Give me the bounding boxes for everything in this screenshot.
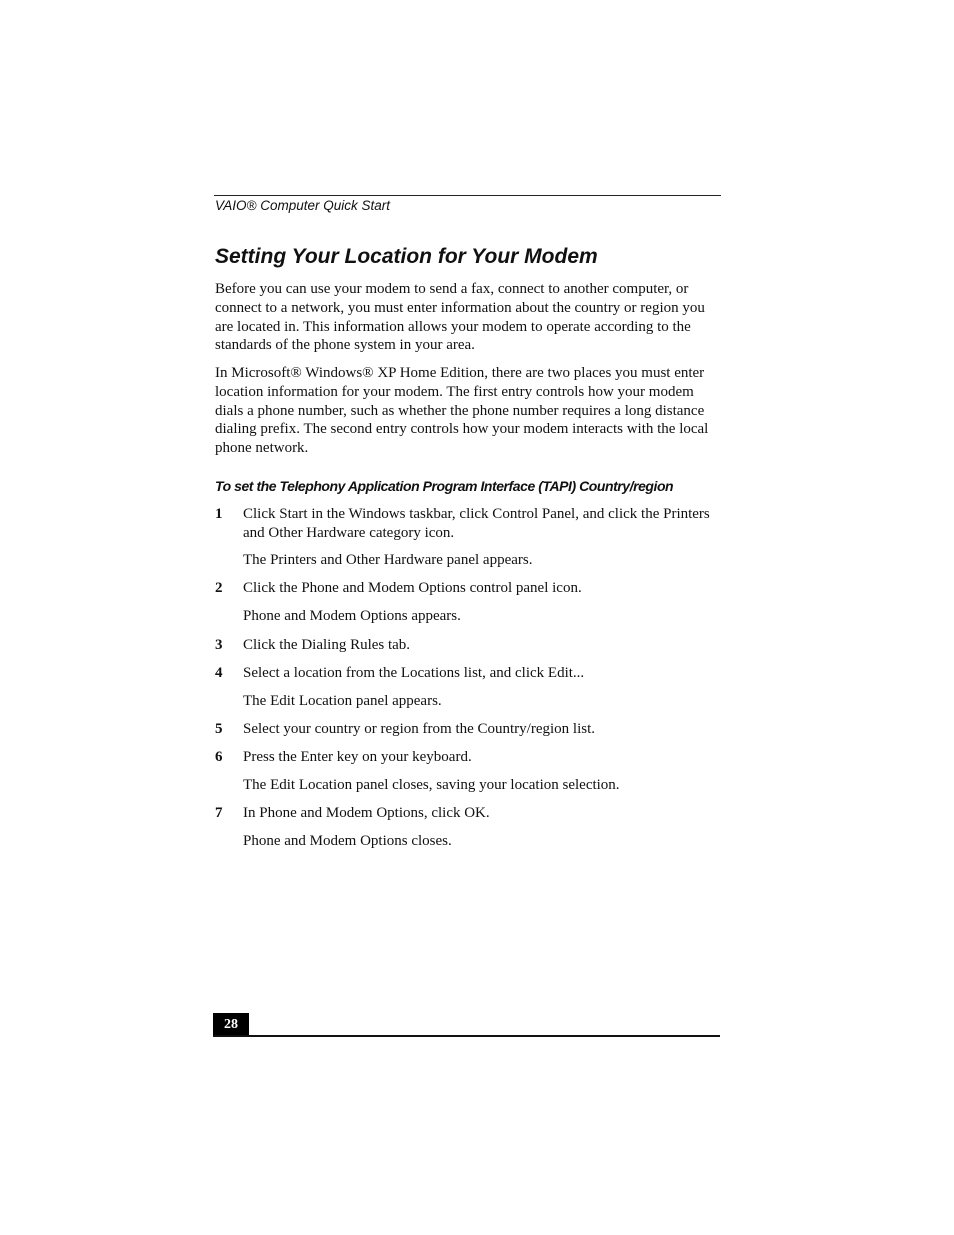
step-text: Click the Phone and Modem Options control panel icon. — [243, 580, 582, 596]
windows-xp-paragraph: In Microsoft® Windows® XP Home Edition, there are two places you must enter location information for your modem. The first entry controls how your modem dials a phone number, such as whether the phone number requires a long distance dialing prefix. The second entry controls how your modem interacts with the local phone network. — [215, 365, 709, 457]
step-result: The Edit Location panel appears. — [243, 693, 442, 709]
step-text: Click Start in the Windows taskbar, click Control Panel, and click the Printers and Other Hardware category icon. — [243, 506, 710, 541]
step-text: Press the Enter key on your keyboard. — [243, 749, 472, 765]
step-text: Click the Dialing Rules tab. — [243, 637, 411, 653]
step-text: In Phone and Modem Options, click OK. — [243, 805, 490, 821]
step-text: Select your country or region from the Country/region list. — [243, 721, 596, 737]
header-rule — [214, 195, 721, 196]
page-number: 28 — [213, 1013, 249, 1036]
step-number: 5 — [215, 721, 223, 737]
step-result: The Printers and Other Hardware panel appears. — [243, 552, 533, 568]
step-text: Select a location from the Locations list, and click Edit... — [243, 665, 585, 681]
running-header: VAIO® Computer Quick Start — [215, 198, 391, 213]
step-number: 6 — [215, 749, 223, 765]
step-result: Phone and Modem Options closes. — [243, 833, 452, 849]
step-result: The Edit Location panel closes, saving your location selection. — [243, 777, 620, 793]
step-number: 3 — [215, 637, 223, 653]
step-number: 4 — [215, 665, 223, 681]
footer-rule — [213, 1035, 720, 1037]
step-result: Phone and Modem Options appears. — [243, 608, 461, 624]
step-number: 7 — [215, 805, 223, 821]
step-number: 1 — [215, 506, 223, 522]
step-number: 2 — [215, 580, 223, 596]
intro-paragraph: Before you can use your modem to send a fax, connect to another computer, or connect to a network, you must enter information about the country or region you are located in. This information allows your modem to operate according to the standards of the phone system in your area. — [215, 281, 705, 354]
procedure-heading: To set the Telephony Application Program Interface (TAPI) Country/region — [215, 478, 674, 494]
section-title: Setting Your Location for Your Modem — [215, 245, 598, 268]
